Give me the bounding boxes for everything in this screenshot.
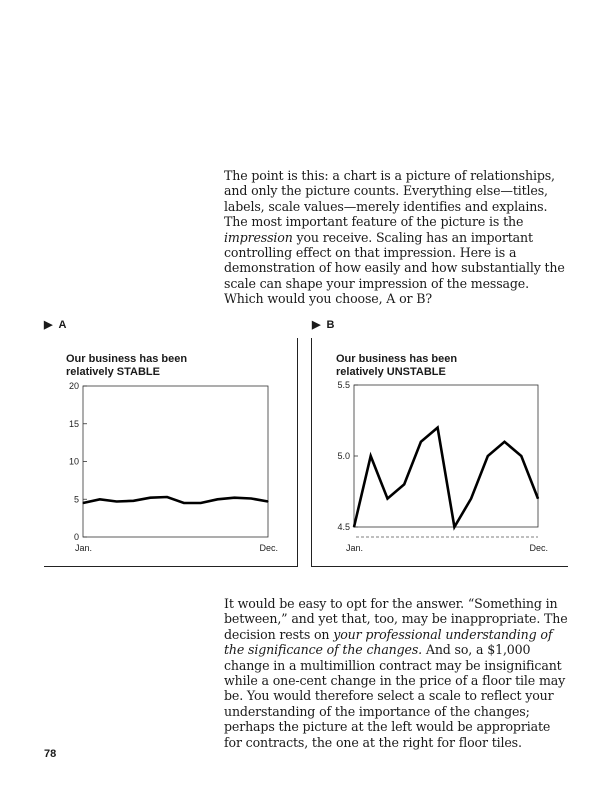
chart-b-series-line (354, 428, 538, 527)
play-arrow-icon: ▶ (44, 319, 53, 331)
chart-a-data-point (99, 499, 100, 500)
chart-a-y-tick-label: 20 (68, 381, 79, 391)
chart-b-y-tick-label: 5.0 (337, 451, 350, 461)
chart-b-data-point (353, 526, 354, 527)
chart-a-data-point (116, 501, 117, 502)
outro-text-1: It would be easy to opt for the answer. “Something in between,” and yet that, too, may be inappropriate. The decision rests on (224, 596, 568, 642)
chart-b-data-point (471, 498, 472, 499)
chart-a-series-line (83, 497, 268, 503)
chart-a-x-tick-label-end: Dec. (259, 543, 278, 553)
chart-b-x-tick-label-start: Jan. (346, 543, 364, 553)
chart-a-y-tick-label: 0 (73, 532, 79, 542)
chart-b-y-tick-label: 4.5 (337, 522, 350, 532)
intro-emphasis: impression (224, 229, 293, 245)
chart-b-data-point (420, 441, 421, 442)
chart-a-y-tick-label: 5 (73, 494, 79, 505)
chart-b-data-point (487, 455, 488, 456)
chart-a-data-point (133, 500, 134, 501)
intro-text-2: you receive. Scaling has an important controlling effect on that impression. Here is a demonstration of how easily and how substantially the scale can shape your impression of the message. Which would you choose, A or B? (224, 229, 565, 307)
chart-b-data-point (387, 498, 388, 499)
chart-a-data-point (251, 498, 252, 499)
chart-b-data-point (454, 526, 455, 527)
chart-b-data-point (437, 427, 438, 428)
chart-a-data-point (267, 501, 268, 502)
chart-a (69, 381, 278, 553)
chart-b-data-point (404, 484, 405, 485)
chart-a-y-tick-label: 15 (68, 418, 79, 429)
page-number: 78 (44, 748, 57, 760)
chart-a-data-point (150, 497, 151, 498)
chart-b-data-point (537, 498, 538, 499)
chart-b-title-line2: relatively UNSTABLE (336, 366, 446, 378)
chart-a-data-point (200, 502, 201, 503)
chart-b (337, 380, 548, 553)
chart-a-y-tick-label: 10 (68, 456, 79, 467)
chart-a-data-point (167, 496, 168, 497)
outro-text-2: And so, a $1,000 change in a multimillion contract may be insignificant while a one-cent change in the price of a floor tile may be. You would therefore select a scale to reflect your understanding of the importance of the changes; perhaps the picture at the left would be appropriate for contracts, the one at the right for floor tiles. (224, 642, 566, 750)
chart-b-x-tick-label-end: Dec. (529, 543, 548, 553)
chart-a-data-point (217, 499, 218, 500)
chart-b-data-point (521, 455, 522, 456)
play-arrow-icon: ▶ (312, 319, 321, 331)
outro-paragraph (224, 596, 569, 750)
panel-b-letter: B (326, 319, 335, 331)
chart-b-title-line1: Our business has been (336, 353, 458, 365)
intro-text-1: The point is this: a chart is a picture of relationships, and only the picture counts. Everything else—titles, labels, scale values—merely identifies and explains. The most important feature of the picture is the (224, 168, 555, 230)
chart-a-data-point (82, 502, 83, 503)
chart-a-data-point (234, 497, 235, 498)
chart-a-plot-area (83, 386, 268, 537)
chart-b-plot-area (354, 385, 538, 527)
panel-a-letter: A (58, 319, 67, 331)
chart-a-title-line2: relatively STABLE (66, 366, 160, 378)
chart-b-y-tick-label: 5.5 (337, 380, 350, 390)
chart-a-x-tick-label-start: Jan. (75, 543, 93, 553)
chart-b-data-point (504, 441, 505, 442)
chart-a-title-line1: Our business has been (66, 353, 188, 365)
chart-a-data-point (183, 502, 184, 503)
outro-emphasis: your professional understanding of the significance of the changes. (224, 626, 553, 658)
chart-b-data-point (370, 455, 371, 456)
